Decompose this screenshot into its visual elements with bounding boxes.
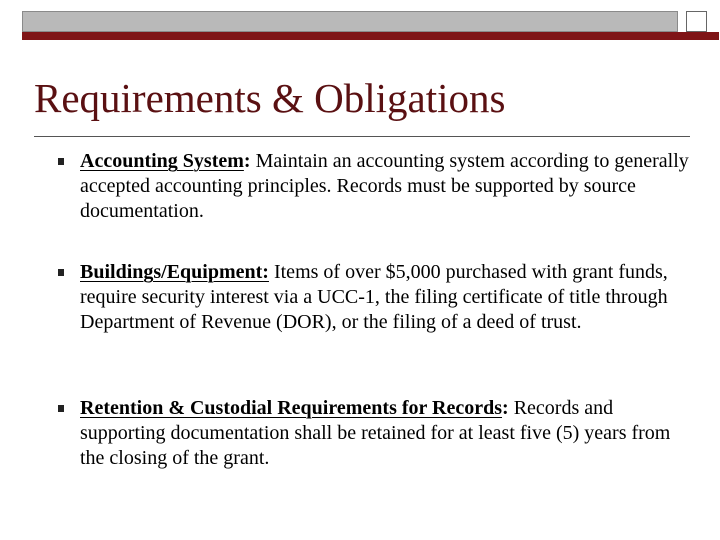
bullet-heading: Retention & Custodial Requirements for Records bbox=[80, 397, 503, 419]
bullet-separator: : bbox=[502, 397, 509, 419]
title-divider bbox=[34, 136, 690, 137]
square-bullet-icon bbox=[58, 158, 64, 165]
bullet-body: Maintain an accounting system according to generally accepted accounting principles. Records must be supported by source documentation. bbox=[80, 150, 689, 222]
top-decoration-square bbox=[686, 11, 707, 32]
top-accent-bar bbox=[22, 32, 719, 40]
bullet-item-retention-records bbox=[80, 396, 692, 471]
square-bullet-icon bbox=[58, 405, 64, 412]
bullet-heading: Buildings/Equipment: bbox=[80, 261, 269, 283]
bullet-heading: Accounting System bbox=[80, 150, 244, 172]
bullet-body: Records and supporting documentation shall be retained for at least five (5) years from the closing of the grant. bbox=[80, 397, 671, 469]
bullet-body: Items of over $5,000 purchased with grant funds, require security interest via a UCC-1, the filing certificate of title through Department of Revenue (DOR), or the filing of a deed of trust. bbox=[80, 261, 668, 333]
top-decoration-bar bbox=[22, 11, 678, 32]
square-bullet-icon bbox=[58, 269, 64, 276]
bullet-item-accounting-system bbox=[80, 149, 692, 224]
bullet-item-buildings-equipment bbox=[80, 260, 692, 335]
bullet-separator: : bbox=[243, 150, 251, 172]
slide-title: Requirements & Obligations bbox=[34, 75, 506, 121]
